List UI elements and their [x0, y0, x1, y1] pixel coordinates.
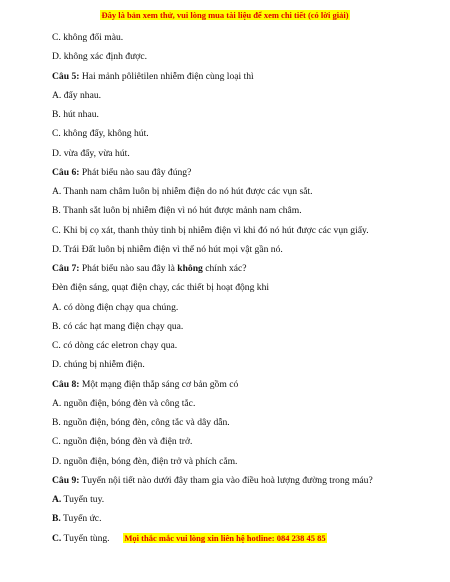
question-number: Câu 5:: [52, 70, 80, 82]
answer-option: [52, 278, 422, 297]
answer-option: [52, 28, 422, 47]
option-text: Tuyến tuy.: [61, 494, 105, 505]
answer-option: [52, 394, 422, 413]
option-text: A. Thanh nam châm luôn bị nhiễm điện do nó hút được các vụn sắt.: [52, 186, 313, 197]
option-text: C. không đẩy, không hút.: [52, 128, 149, 140]
answer-option: [52, 124, 422, 143]
answer-option: [52, 201, 422, 220]
question-number: Câu 8:: [52, 378, 80, 390]
option-text: B. có các hạt mang điện chạy qua.: [52, 320, 184, 332]
question-emphasis: không: [177, 263, 203, 274]
option-text: Tuyến ức.: [60, 513, 102, 525]
question-number: Câu 7:: [52, 263, 80, 274]
question-line: [52, 67, 422, 86]
question-line: [52, 471, 422, 490]
answer-option: [52, 509, 422, 528]
option-text: D. vừa đẩy, vừa hút.: [52, 147, 130, 159]
option-text: A. có dòng điện chạy qua chúng.: [52, 301, 179, 313]
question-text: chính xác?: [202, 263, 247, 274]
hotline-notice-text: Mọi thắc mắc vui lòng xin liên hệ hotline: 084 238 45 85: [124, 533, 326, 543]
answer-option: [52, 240, 422, 259]
question-number: Câu 9:: [52, 474, 80, 486]
option-letter: B.: [52, 513, 61, 525]
option-text: D. không xác định được.: [52, 51, 148, 63]
answer-option: [52, 47, 422, 66]
option-text: B. hút nhau.: [52, 109, 99, 120]
question-number: Câu 6:: [52, 166, 80, 178]
question-text: Hai mảnh pôliêtilen nhiễm điện cùng loại thì: [79, 70, 254, 82]
question-line: [52, 163, 422, 182]
option-text: Tuyến tùng.: [61, 532, 110, 544]
option-text: A. đẩy nhau.: [52, 89, 102, 101]
preview-notice-banner: [0, 10, 450, 20]
option-text: Đèn điện sáng, quạt điện chạy, các thiết bị hoạt động khi: [52, 282, 270, 294]
option-text: D. chúng bị nhiễm điện.: [52, 359, 145, 371]
option-text: C. có dòng các eletron chạy qua.: [52, 340, 178, 351]
answer-option: [52, 355, 422, 374]
answer-option: [52, 490, 422, 509]
question-line: [52, 375, 422, 394]
question-text: Phát biểu nào sau đây là: [79, 263, 178, 274]
document-body: [52, 28, 422, 548]
question-text: Một mạng điện thắp sáng cơ bản gồm có: [79, 378, 239, 390]
option-letter: A.: [52, 494, 62, 505]
answer-option: [52, 317, 422, 336]
answer-option: [52, 452, 422, 471]
answer-option: [52, 336, 422, 355]
preview-notice-text: Đây là bản xem thử, vui lòng mua tài liệu để xem chi tiết (có lời giải): [101, 10, 349, 20]
option-text: D. Trái Đất luôn bị nhiễm điện vì thế nó hút mọi vật gần nó.: [52, 243, 283, 255]
option-text: C. Khi bị cọ xát, thanh thủy tinh bị nhiễm điện vì khi đó nó hút được các vụn giấy.: [52, 224, 369, 236]
option-text: B. nguồn điện, bóng đèn, công tắc và dây dẫn.: [52, 417, 230, 428]
answer-option: [52, 413, 422, 432]
option-letter: C.: [52, 532, 62, 544]
answer-option: [52, 298, 422, 317]
answer-option: [52, 86, 422, 105]
hotline-notice-banner: [0, 533, 450, 543]
option-text: A. nguồn điện, bóng đèn và công tắc.: [52, 397, 196, 409]
answer-option: [52, 221, 422, 240]
answer-option: [52, 432, 422, 451]
answer-option: [52, 182, 422, 201]
option-text: C. nguồn điện, bóng đèn và điện trở.: [52, 436, 193, 448]
question-line: [52, 259, 422, 278]
option-text: C. không đổi màu.: [52, 32, 124, 43]
question-text: Tuyến nội tiết nào dưới đây tham gia vào điều hoà lượng đường trong máu?: [79, 474, 373, 486]
question-text: Phát biểu nào sau đây đúng?: [79, 166, 192, 178]
answer-option: [52, 105, 422, 124]
option-text: D. nguồn điện, bóng đèn, điện trở và phích cắm.: [52, 455, 238, 467]
answer-option: [52, 144, 422, 163]
option-text: B. Thanh sắt luôn bị nhiễm điện vì nó hút được mảnh nam châm.: [52, 205, 302, 217]
